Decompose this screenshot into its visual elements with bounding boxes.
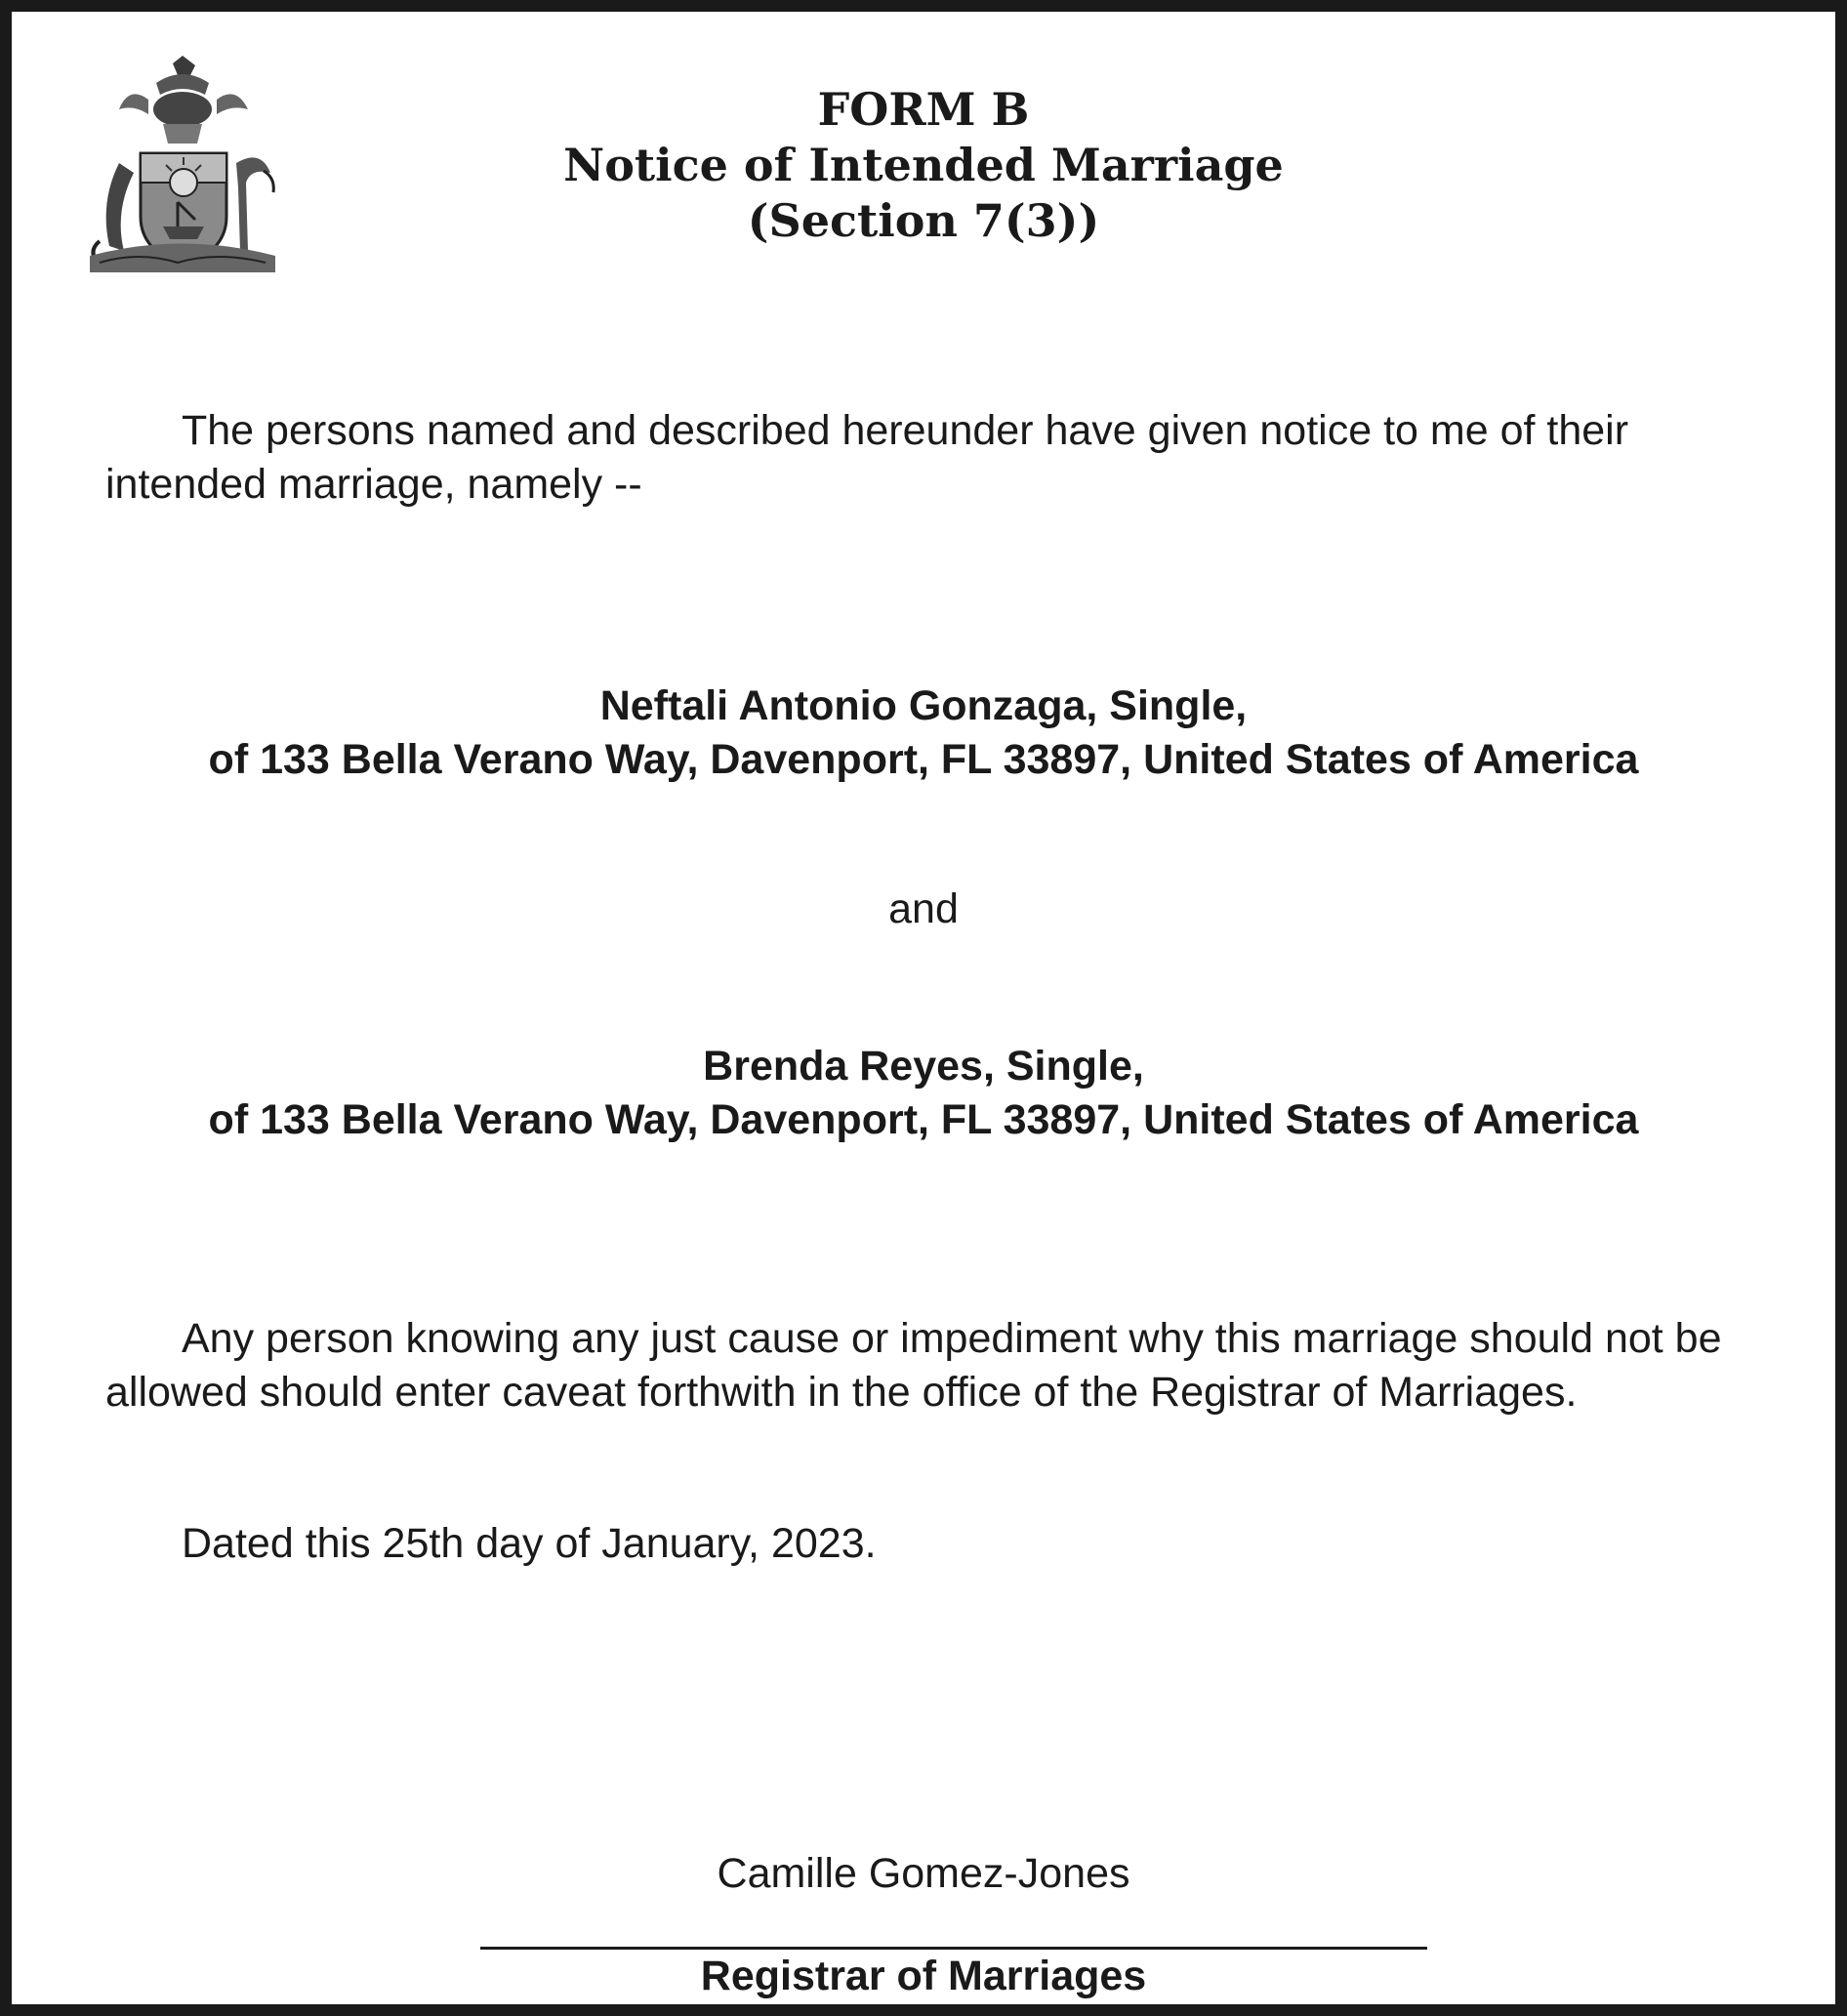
party-2 xyxy=(12,1040,1835,1147)
form-label: FORM B xyxy=(817,83,1030,136)
party-1 xyxy=(12,679,1835,787)
conjunction-text: and xyxy=(888,885,959,932)
form-header xyxy=(12,82,1835,249)
party-1-name: Neftali Antonio Gonzaga, Single, xyxy=(599,682,1248,729)
form-title: Notice of Intended Marriage xyxy=(563,139,1284,191)
signatory-title: Registrar of Marriages xyxy=(700,1953,1147,1999)
dated-line: Dated this 25th day of January, 2023. xyxy=(182,1520,877,1567)
party-2-address: of 133 Bella Verano Way, Davenport, FL 33897, United States of America xyxy=(208,1096,1639,1143)
form-section: (Section 7(3)) xyxy=(747,194,1100,247)
caveat-paragraph: Any person knowing any just cause or impediment why this marriage should not be allowed should enter caveat forthwith in the office of the Registrar of Marriages. xyxy=(105,1315,1722,1416)
signatory-name: Camille Gomez-Jones xyxy=(717,1850,1130,1897)
intro-paragraph: The persons named and described hereunder have given notice to me of their intended marriage, namely -- xyxy=(105,407,1629,508)
party-2-name: Brenda Reyes, Single, xyxy=(703,1043,1144,1090)
party-1-address: of 133 Bella Verano Way, Davenport, FL 33897, United States of America xyxy=(208,736,1639,783)
